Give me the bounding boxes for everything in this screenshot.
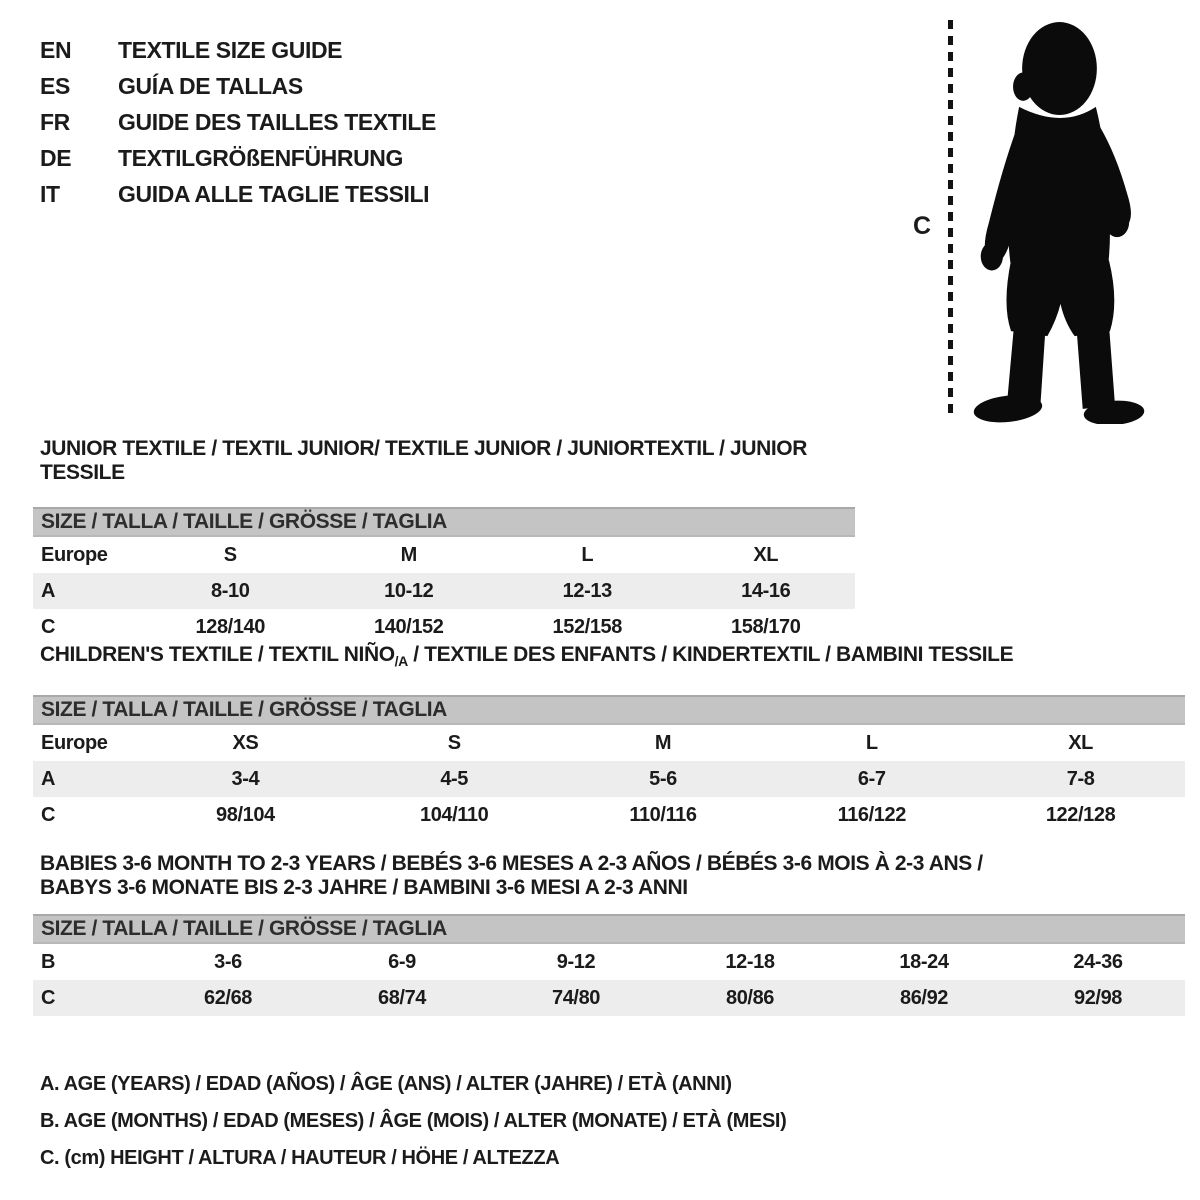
babies-size-header-bar: SIZE / TALLA / TAILLE / GRÖSSE / TAGLIA — [33, 914, 1185, 944]
junior-size-header-bar: SIZE / TALLA / TAILLE / GRÖSSE / TAGLIA — [33, 507, 855, 537]
junior-section-title: JUNIOR TEXTILE / TEXTIL JUNIOR/ TEXTILE JUNIOR / JUNIORTEXTIL / JUNIOR TESSILE — [40, 437, 807, 484]
language-row-fr — [40, 104, 436, 140]
language-code: FR — [40, 108, 70, 135]
age-cell: 12-13 — [562, 579, 612, 602]
language-title-list — [40, 32, 436, 212]
childrens-section-title — [40, 643, 1185, 673]
age-cell: 7-8 — [1066, 767, 1095, 790]
height-cell: 110/116 — [629, 803, 697, 826]
row-label: Europe — [41, 543, 108, 566]
language-title: GUÍA DE TALLAS — [118, 72, 303, 99]
age-cell: 5-6 — [649, 767, 677, 790]
age-cell: 4-5 — [440, 767, 469, 790]
age-cell: 8-10 — [211, 579, 250, 602]
age-cell: 3-6 — [214, 950, 242, 973]
junior-textile-section — [33, 437, 855, 645]
language-code: EN — [40, 36, 72, 63]
height-cell: 86/92 — [899, 986, 949, 1009]
size-cell: XL — [753, 543, 779, 566]
age-cell: 24-36 — [1073, 950, 1123, 973]
age-cell: 9-12 — [556, 950, 596, 973]
height-cell: 128/140 — [195, 615, 265, 638]
table-row-europe — [33, 725, 1185, 761]
row-label: C — [41, 803, 56, 826]
size-cell: S — [223, 543, 237, 566]
title-part: CHILDREN'S TEXTILE / TEXTIL NIÑO — [40, 643, 395, 666]
height-dashed-line — [948, 20, 953, 420]
measurement-legend — [40, 1066, 786, 1177]
babies-textile-section — [33, 852, 1185, 1016]
row-label: A — [41, 767, 56, 790]
language-code: IT — [40, 180, 60, 207]
babies-section-title — [40, 852, 1185, 900]
row-label: A — [41, 579, 56, 602]
height-cell: 104/110 — [419, 803, 489, 826]
row-label: C — [41, 615, 56, 638]
size-cell: M — [400, 543, 417, 566]
language-row-es — [40, 68, 436, 104]
height-cell: 62/68 — [203, 986, 253, 1009]
legend-height-cm: C. (cm) HEIGHT / ALTURA / HAUTEUR / HÖHE / ALTEZZA — [40, 1147, 560, 1169]
title-subscript: /A — [394, 653, 408, 670]
language-row-en — [40, 32, 436, 68]
title-part: / TEXTILE DES ENFANTS / KINDERTEXTIL / BAMBINI TESSILE — [407, 643, 1014, 666]
height-cell: 68/74 — [377, 986, 427, 1009]
language-code: ES — [40, 72, 70, 99]
size-cell: S — [447, 731, 461, 754]
height-cell: 80/86 — [725, 986, 775, 1009]
age-cell: 6-9 — [388, 950, 416, 973]
age-cell: 18-24 — [899, 950, 949, 973]
legend-age-years: A. AGE (YEARS) / EDAD (AÑOS) / ÂGE (ANS) / ALTER (JAHRE) / ETÀ (ANNI) — [40, 1073, 732, 1095]
age-cell: 14-16 — [741, 579, 791, 602]
table-row-europe — [33, 537, 855, 573]
height-cell: 122/128 — [1045, 803, 1116, 826]
table-row-height — [33, 980, 1185, 1016]
table-row-height — [33, 797, 1185, 833]
language-title: TEXTILGRÖßENFÜHRUNG — [118, 144, 403, 171]
babies-title-line2: BABYS 3-6 MONATE BIS 2-3 JAHRE / BAMBINI 3-6 MESI A 2-3 ANNI — [40, 876, 688, 899]
table-row-age-months — [33, 944, 1185, 980]
height-cell: 158/170 — [731, 615, 801, 638]
size-cell: L — [865, 731, 878, 754]
height-cell: 152/158 — [552, 615, 622, 638]
row-label: Europe — [41, 731, 108, 754]
toddler-silhouette-icon — [965, 16, 1155, 424]
height-cell: 140/152 — [374, 615, 444, 638]
babies-title-line1: BABIES 3-6 MONTH TO 2-3 YEARS / BEBÉS 3-6 MESES A 2-3 AÑOS / BÉBÉS 3-6 MOIS À 2-3 ANS / — [40, 852, 983, 875]
table-row-height — [33, 609, 855, 645]
childrens-size-header-bar: SIZE / TALLA / TAILLE / GRÖSSE / TAGLIA — [33, 695, 1185, 725]
height-cell: 116/122 — [837, 803, 906, 826]
language-row-it — [40, 176, 436, 212]
age-cell: 12-18 — [725, 950, 775, 973]
legend-age-months: B. AGE (MONTHS) / EDAD (MESES) / ÂGE (MOIS) / ALTER (MONATE) / ETÀ (MESI) — [40, 1110, 787, 1132]
height-measure-figure — [905, 12, 1185, 427]
age-cell: 6-7 — [857, 767, 886, 790]
size-cell: M — [654, 731, 672, 754]
language-title: GUIDE DES TAILLES TEXTILE — [118, 108, 436, 135]
table-row-age — [33, 761, 1185, 797]
size-cell: XS — [232, 731, 259, 754]
language-title: TEXTILE SIZE GUIDE — [118, 36, 343, 63]
height-cell: 74/80 — [551, 986, 601, 1009]
height-measure-label: C — [913, 212, 931, 240]
size-cell: L — [581, 543, 594, 566]
language-row-de — [40, 140, 436, 176]
age-cell: 10-12 — [384, 579, 434, 602]
row-label: B — [41, 950, 56, 973]
age-cell: 3-4 — [231, 767, 260, 790]
language-code: DE — [40, 144, 72, 171]
language-title: GUIDA ALLE TAGLIE TESSILI — [118, 180, 430, 207]
childrens-textile-section — [33, 643, 1185, 833]
size-cell: XL — [1068, 731, 1093, 754]
height-cell: 92/98 — [1073, 986, 1123, 1009]
table-row-age — [33, 573, 855, 609]
row-label: C — [41, 986, 56, 1009]
height-cell: 98/104 — [216, 803, 275, 826]
